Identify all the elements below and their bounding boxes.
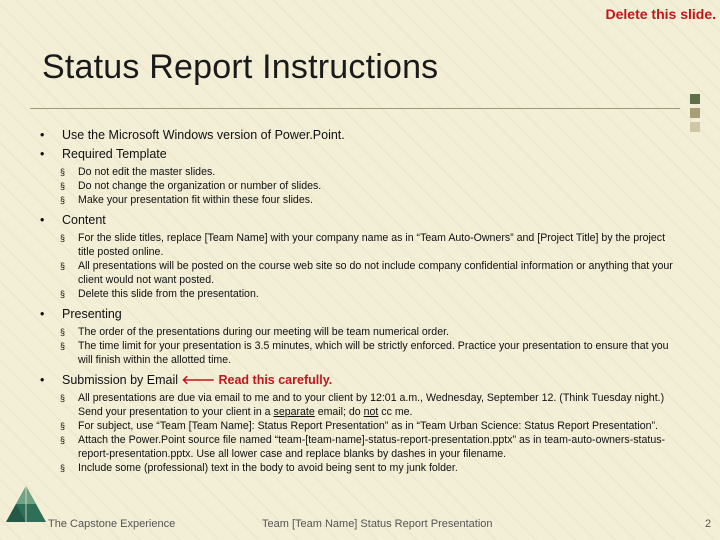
read-carefully-note: 🡐 Read this carefully. [181, 373, 333, 387]
square-dark [690, 94, 700, 104]
page-number: 2 [705, 518, 712, 530]
bullet-icon: • [40, 147, 45, 161]
slide-title: Status Report Instructions [42, 48, 439, 86]
bullet-template [40, 146, 680, 162]
sub-bullet: § The time limit for your presentation is 3.5 minutes, which will be strictly enforced. Practice your presentation to ensure that you will finish within the allotted time. [60, 340, 669, 366]
sub-bullet: § Make your presentation fit within these four slides. [60, 194, 313, 206]
sub-bullet-icon: § [60, 289, 66, 299]
sub-bullet-icon: § [60, 181, 66, 191]
bullet-icon: • [40, 307, 45, 321]
title-divider [30, 108, 680, 109]
bullet-text: Required Template [62, 147, 167, 161]
bullet-submission [40, 372, 680, 388]
sub-bullet-icon: § [60, 435, 66, 445]
sub-bullet: § For the slide titles, replace [Team Name] with your company name as in “Team Auto-Owners” and [Project Title] by the project title posted online. [60, 232, 666, 258]
sub-bullet-icon: § [60, 195, 66, 205]
bullet-icon: • [40, 213, 45, 227]
underlined-separate: separate [273, 406, 315, 418]
underlined-not: not [363, 406, 379, 418]
bullet-content [40, 212, 680, 228]
footer-course: The Capstone Experience [48, 518, 176, 530]
sub-bullet-icon: § [60, 261, 66, 271]
bullet-icon: • [40, 128, 45, 142]
sub-bullet-icon: § [60, 233, 66, 243]
sub-bullet-icon: § [60, 327, 66, 337]
decorative-squares [690, 94, 702, 136]
bullet-icon: • [40, 373, 45, 387]
capstone-logo-icon [2, 482, 50, 528]
bullet-windows [40, 127, 680, 143]
delete-slide-warning: Delete this slide. [605, 6, 716, 22]
sub-bullet-icon: § [60, 167, 66, 177]
slide-body [40, 127, 680, 475]
sub-bullet: § Include some (professional) text in the body to avoid being sent to my junk folder. [60, 462, 458, 474]
sub-bullet-icon: § [60, 421, 66, 431]
bullet-text: Submission by Email [62, 373, 179, 387]
bullet-text: Use the Microsoft Windows version of Power.Point. [62, 128, 345, 142]
sub-bullet-icon: § [60, 341, 66, 351]
sub-bullet: § For subject, use “Team [Team Name]: Status Report Presentation” as in “Team Urban Science: Status Report Presentation”. [60, 420, 658, 432]
square-light [690, 122, 700, 132]
sub-bullet: § All presentations will be posted on the course web site so do not include company confidential information or anything that your client would not want posted. [60, 260, 673, 286]
sub-bullet: § All presentations are due via email to me and to your client by 12:01 a.m., Wednesday, September 12. (Think Tuesday night.) Send your presentation to your client in a separate email; do not cc me. [60, 392, 665, 418]
bullet-text: Content [62, 213, 106, 227]
bullet-text: Presenting [62, 307, 122, 321]
bullet-presenting [40, 306, 680, 322]
footer-presentation-title: Team [Team Name] Status Report Presentation [262, 518, 493, 530]
sub-bullet-icon: § [60, 463, 66, 473]
sub-bullet: § Do not change the organization or number of slides. [60, 180, 322, 192]
sub-bullet: § Attach the Power.Point source file named “team-[team-name]-status-report-presentation.pptx” as in team-auto-owners-status-report-presentation.pptx. Use all lower case and replace blanks by dashes in your filename. [60, 434, 666, 460]
sub-bullet-icon: § [60, 393, 66, 403]
sub-bullet: § The order of the presentations during our meeting will be team numerical order. [60, 326, 449, 338]
sub-bullet: § Delete this slide from the presentation. [60, 288, 259, 300]
sub-bullet: § Do not edit the master slides. [60, 166, 216, 178]
square-mid [690, 108, 700, 118]
